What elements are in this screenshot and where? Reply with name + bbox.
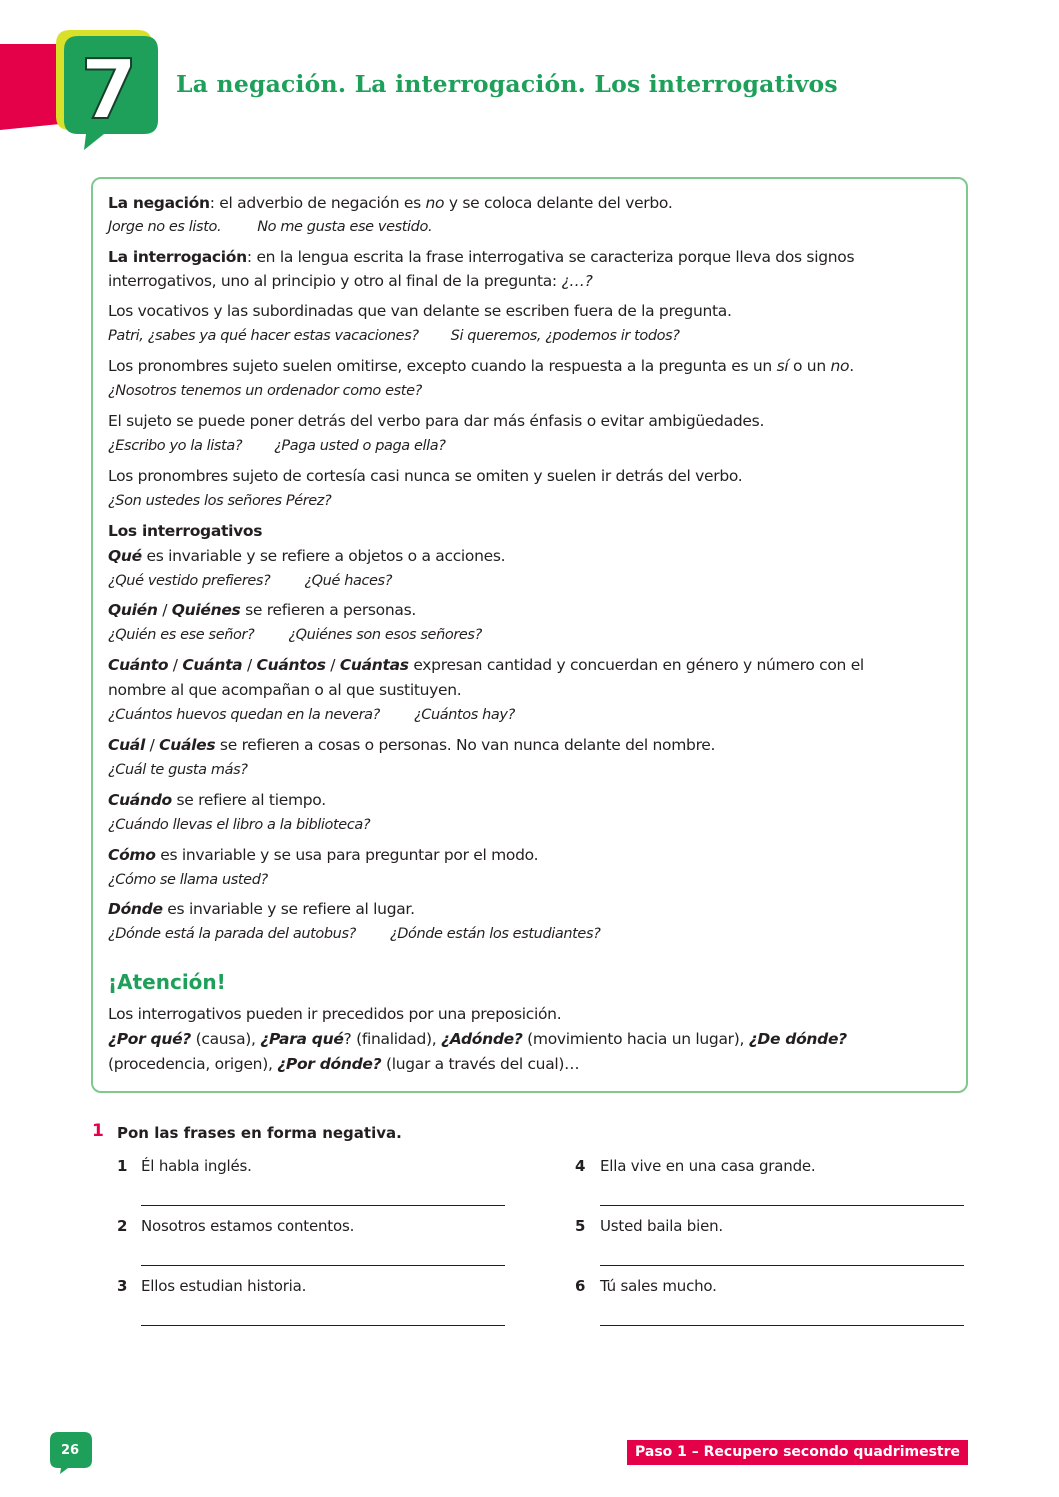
que-rule: Qué es invariable y se refiere a objetos o a acciones. bbox=[108, 547, 506, 565]
item-sentence: Ella vive en una casa grande. bbox=[600, 1157, 816, 1175]
sujeto-examples: ¿Escribo yo la lista? ¿Paga usted o paga ella? bbox=[108, 438, 446, 454]
item-number: 3 bbox=[117, 1277, 128, 1295]
exercise-instruction: Pon las frases en forma negativa. bbox=[117, 1124, 402, 1142]
item-number: 4 bbox=[575, 1157, 586, 1175]
answer-line[interactable] bbox=[600, 1325, 964, 1326]
page-number: 26 bbox=[60, 1443, 80, 1458]
interrogacion-term: La interrogación bbox=[108, 248, 247, 266]
cortesia-rule: Los pronombres sujeto de cortesía casi nunca se omiten y suelen ir detrás del verbo. bbox=[108, 467, 743, 485]
que-examples: ¿Qué vestido prefieres? ¿Qué haces? bbox=[108, 573, 393, 589]
vocativos-examples: Patri, ¿sabes ya qué hacer estas vacaciones? Si queremos, ¿podemos ir todos? bbox=[108, 328, 680, 344]
answer-line[interactable] bbox=[141, 1325, 505, 1326]
cual-example: ¿Cuál te gusta más? bbox=[108, 762, 248, 778]
negacion-term: La negación bbox=[108, 194, 210, 212]
answer-line[interactable] bbox=[141, 1205, 505, 1206]
magenta-band bbox=[0, 44, 60, 130]
answer-line[interactable] bbox=[600, 1265, 964, 1266]
cortesia-example: ¿Son ustedes los señores Pérez? bbox=[108, 493, 332, 509]
unit-badge bbox=[0, 24, 170, 164]
interrogacion-rule-cont: interrogativos, uno al principio y otro al final de la pregunta: ¿…? bbox=[108, 272, 593, 290]
item-sentence: Él habla inglés. bbox=[141, 1157, 252, 1175]
sujeto-rule: El sujeto se puede poner detrás del verbo para dar más énfasis o evitar ambigüedades. bbox=[108, 412, 765, 430]
cuanto-rule: Cuánto / Cuánta / Cuántos / Cuántas expresan cantidad y concuerdan en género y número con el bbox=[108, 656, 864, 674]
unit-title: La negación. La interrogación. Los interrogativos bbox=[176, 70, 838, 98]
item-number: 5 bbox=[575, 1217, 586, 1235]
cuando-rule: Cuándo se refiere al tiempo. bbox=[108, 791, 326, 809]
donde-examples: ¿Dónde está la parada del autobus? ¿Dónde están los estudiantes? bbox=[108, 926, 601, 942]
attention-text: Los interrogativos pueden ir precedidos por una preposición. bbox=[108, 1005, 562, 1023]
answer-line[interactable] bbox=[600, 1205, 964, 1206]
interrogacion-rule: La interrogación: en la lengua escrita la frase interrogativa se caracteriza porque lleva dos signos bbox=[108, 248, 855, 266]
cuanto-rule-cont: nombre al que acompañan o al que sustituyen. bbox=[108, 681, 462, 699]
vocativos-rule: Los vocativos y las subordinadas que van delante se escriben fuera de la pregunta. bbox=[108, 302, 732, 320]
item-sentence: Tú sales mucho. bbox=[600, 1277, 717, 1295]
pronombres-rule: Los pronombres sujeto suelen omitirse, excepto cuando la respuesta a la pregunta es un sí o un no. bbox=[108, 357, 854, 375]
interrogativos-heading: Los interrogativos bbox=[108, 522, 263, 540]
como-rule: Cómo es invariable y se usa para preguntar por el modo. bbox=[108, 846, 539, 864]
answer-line[interactable] bbox=[141, 1265, 505, 1266]
attention-heading: ¡Atención! bbox=[108, 970, 226, 994]
cuanto-examples: ¿Cuántos huevos quedan en la nevera? ¿Cuántos hay? bbox=[108, 707, 515, 723]
donde-rule: Dónde es invariable y se refiere al lugar. bbox=[108, 900, 415, 918]
item-number: 1 bbox=[117, 1157, 128, 1175]
pronombres-example: ¿Nosotros tenemos un ordenador como este? bbox=[108, 383, 422, 399]
item-sentence: Ellos estudian historia. bbox=[141, 1277, 307, 1295]
item-number: 2 bbox=[117, 1217, 128, 1235]
attention-prepositions: ¿Por qué? (causa), ¿Para qué? (finalidad), ¿Adónde? (movimiento hacia un lugar), ¿De dónde? bbox=[108, 1030, 847, 1048]
quien-rule: Quién / Quiénes se refieren a personas. bbox=[108, 601, 416, 619]
negacion-examples: Jorge no es listo. No me gusta ese vestido. bbox=[108, 219, 433, 235]
item-number: 6 bbox=[575, 1277, 586, 1295]
como-example: ¿Cómo se llama usted? bbox=[108, 872, 268, 888]
item-sentence: Nosotros estamos contentos. bbox=[141, 1217, 355, 1235]
cuando-example: ¿Cuándo llevas el libro a la biblioteca? bbox=[108, 817, 371, 833]
cual-rule: Cuál / Cuáles se refieren a cosas o personas. No van nunca delante del nombre. bbox=[108, 736, 716, 754]
unit-number: 7 bbox=[80, 43, 138, 138]
footer-section-tag: Paso 1 – Recupero secondo quadrimestre bbox=[627, 1440, 968, 1465]
negacion-rule: La negación: el adverbio de negación es no y se coloca delante del verbo. bbox=[108, 194, 673, 212]
attention-prepositions-cont: (procedencia, origen), ¿Por dónde? (lugar a través del cual)… bbox=[108, 1055, 580, 1073]
exercise-number: 1 bbox=[92, 1121, 104, 1141]
item-sentence: Usted baila bien. bbox=[600, 1217, 723, 1235]
quien-examples: ¿Quién es ese señor? ¿Quiénes son esos señores? bbox=[108, 627, 482, 643]
